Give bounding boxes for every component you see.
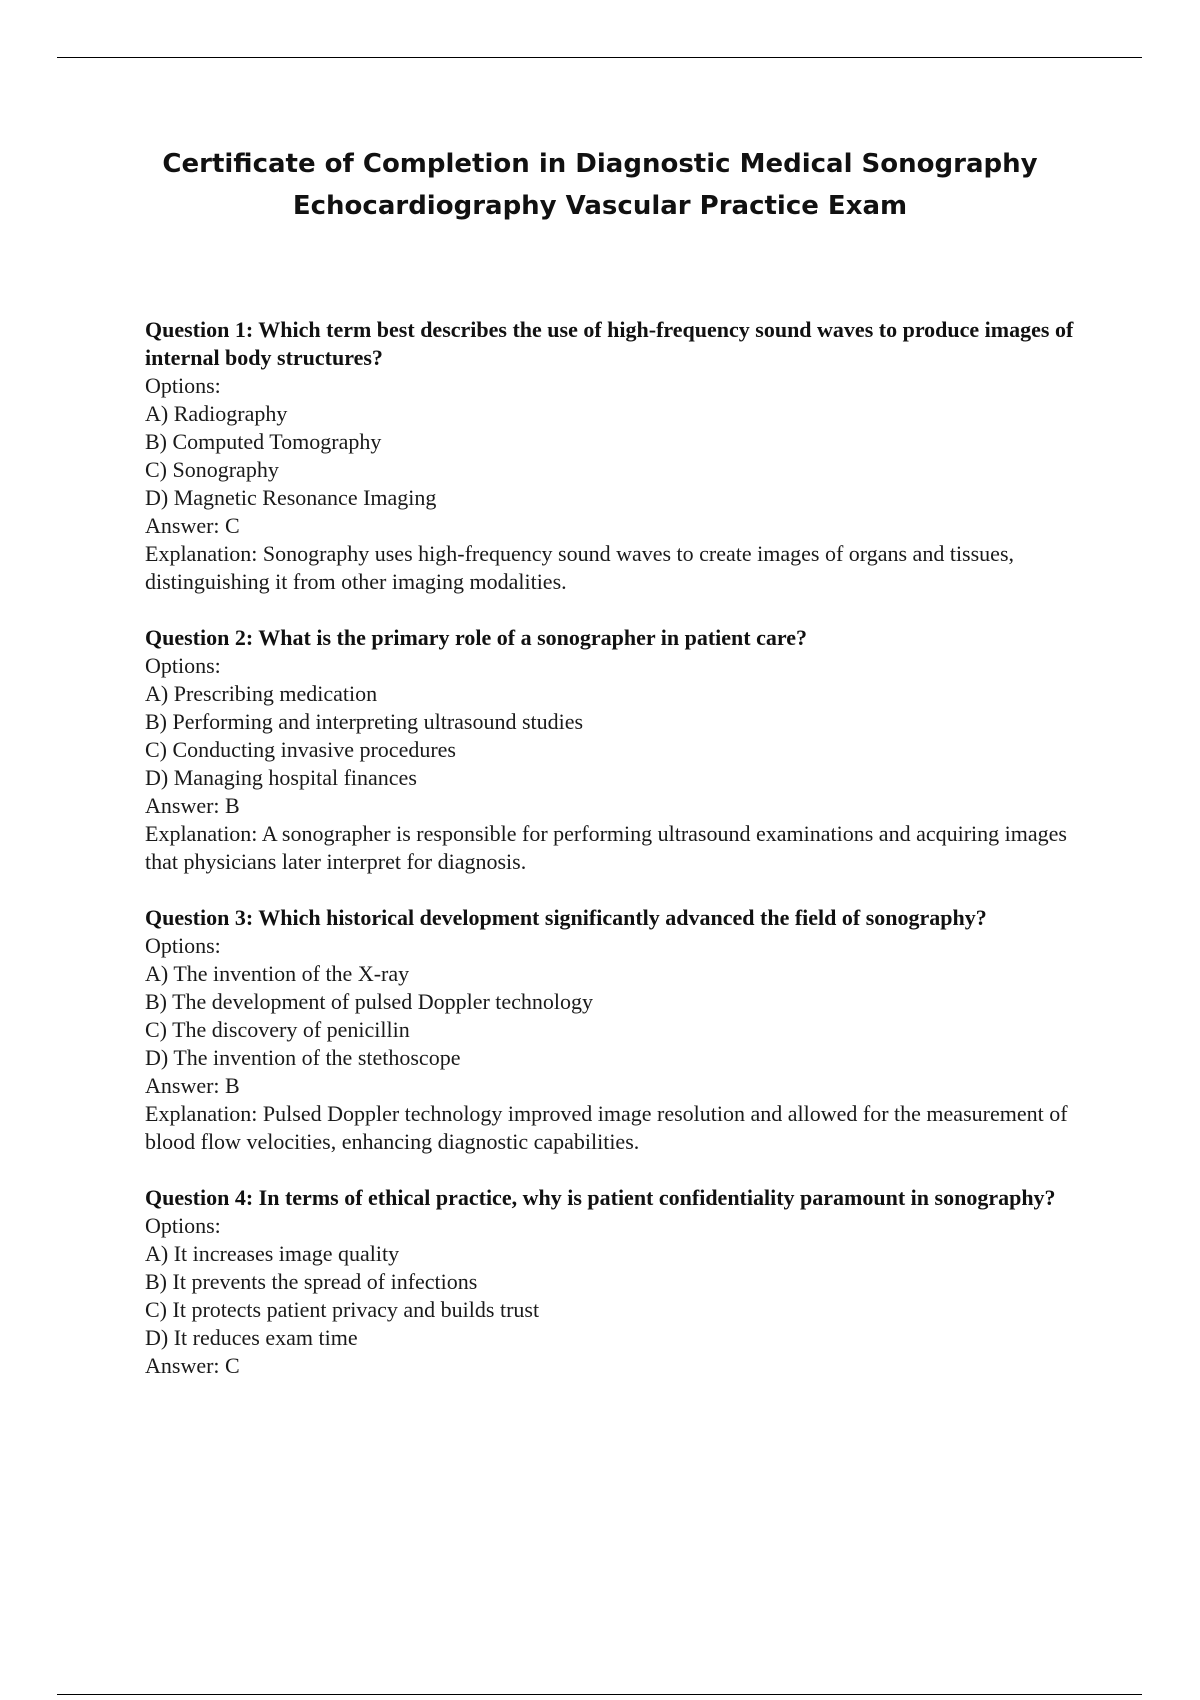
option-b: B) The development of pulsed Doppler technology	[145, 989, 594, 1014]
option-b: B) Computed Tomography	[145, 429, 382, 454]
question-1	[145, 316, 1105, 596]
option-c: C) The discovery of penicillin	[145, 1017, 410, 1042]
question-4	[145, 1184, 1105, 1380]
explanation: Explanation: Sonography uses high-frequency sound waves to create images of organs and tissues, distinguishing it from other imaging modalities.	[145, 541, 1014, 594]
option-a: A) It increases image quality	[145, 1241, 400, 1266]
title-line-1: Certificate of Completion in Diagnostic Medical Sonography	[162, 149, 1038, 179]
document-title	[0, 143, 1200, 227]
option-a: A) Prescribing medication	[145, 681, 378, 706]
option-a: A) The invention of the X-ray	[145, 961, 410, 986]
bottom-rule	[57, 1694, 1142, 1695]
answer: Answer: C	[145, 513, 240, 538]
option-d: D) The invention of the stethoscope	[145, 1045, 461, 1070]
options-label: Options:	[145, 933, 221, 958]
option-b: B) Performing and interpreting ultrasound studies	[145, 709, 584, 734]
explanation: Explanation: Pulsed Doppler technology improved image resolution and allowed for the measurement of blood flow velocities, enhancing diagnostic capabilities.	[145, 1101, 1068, 1154]
top-rule	[57, 57, 1142, 58]
question-heading: Question 1: Which term best describes the use of high-frequency sound waves to produce images of internal body structures?	[145, 317, 1074, 370]
option-c: C) Sonography	[145, 457, 279, 482]
option-b: B) It prevents the spread of infections	[145, 1269, 478, 1294]
option-d: D) Managing hospital finances	[145, 765, 417, 790]
question-heading: Question 3: Which historical development significantly advanced the field of sonography?	[145, 905, 987, 930]
question-heading: Question 2: What is the primary role of a sonographer in patient care?	[145, 625, 808, 650]
option-d: D) Magnetic Resonance Imaging	[145, 485, 437, 510]
option-a: A) Radiography	[145, 401, 288, 426]
options-label: Options:	[145, 1213, 221, 1238]
answer: Answer: C	[145, 1353, 240, 1378]
option-d: D) It reduces exam time	[145, 1325, 358, 1350]
option-c: C) It protects patient privacy and builds trust	[145, 1297, 540, 1322]
answer: Answer: B	[145, 793, 240, 818]
title-line-2: Echocardiography Vascular Practice Exam	[292, 191, 908, 221]
options-label: Options:	[145, 653, 221, 678]
answer: Answer: B	[145, 1073, 240, 1098]
question-heading: Question 4: In terms of ethical practice, why is patient confidentiality paramount in sonography?	[145, 1185, 1056, 1210]
question-list	[145, 316, 1105, 1408]
question-2	[145, 624, 1105, 876]
question-3	[145, 904, 1105, 1156]
options-label: Options:	[145, 373, 221, 398]
option-c: C) Conducting invasive procedures	[145, 737, 456, 762]
explanation: Explanation: A sonographer is responsible for performing ultrasound examinations and acquiring images that physicians later interpret for diagnosis.	[145, 821, 1067, 874]
